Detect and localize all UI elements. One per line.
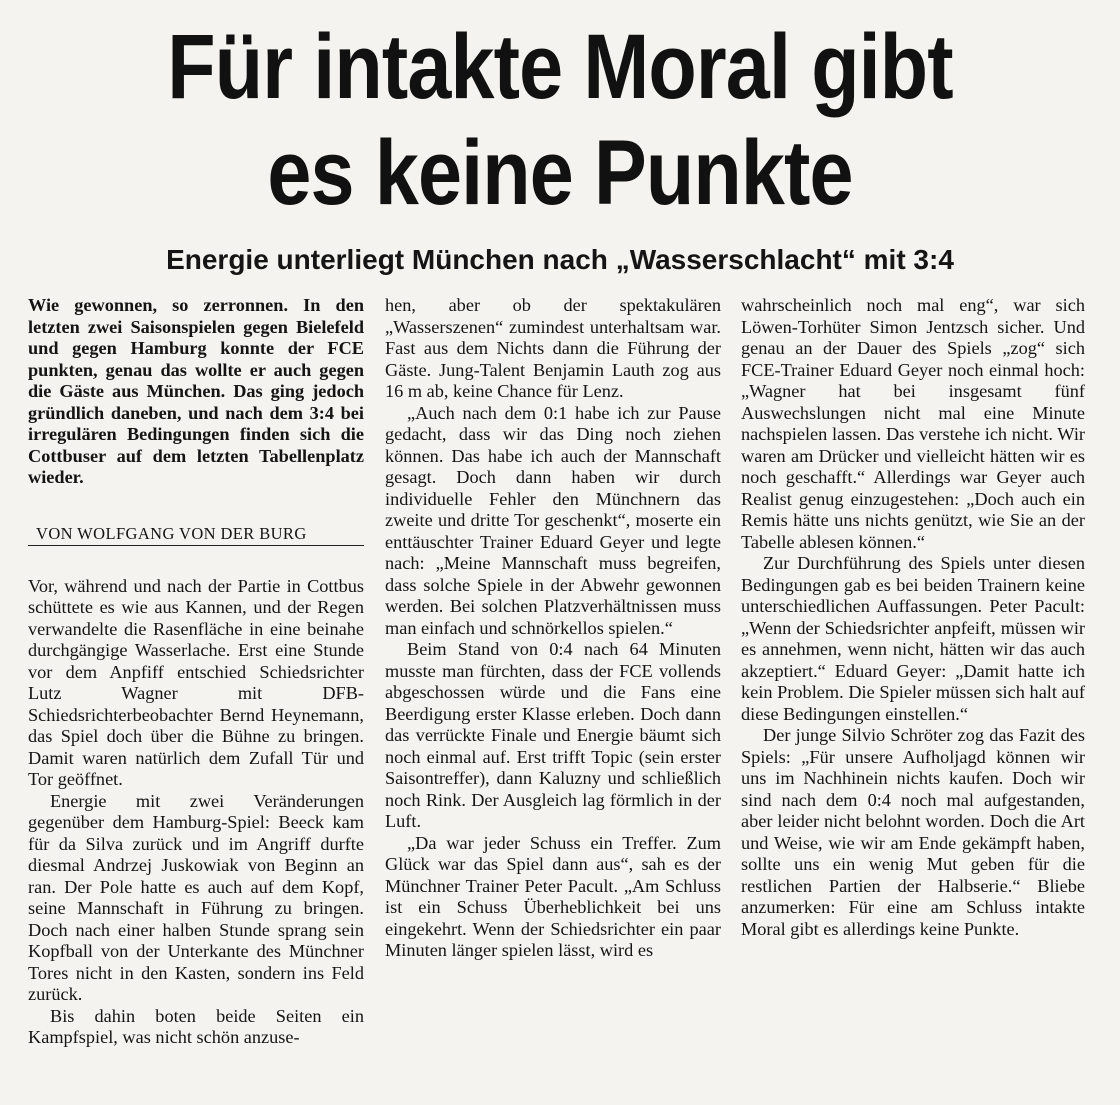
article-column-3: [741, 295, 1085, 940]
article-lead: Wie gewonnen, so zerronnen. In den letzten zwei Saisonspielen gegen Bielefeld und gegen Hamburg konnte der FCE punkten, genau das wollte er auch gegen die Gäste aus München. Das ging jedoch gründlich daneben, und nach dem 3:4 bei irregulären Bedingungen finden sich die Cottbuser auf dem letzten Tabellenplatz wieder.: [28, 295, 364, 487]
headline-line-2: es keine Punkte: [267, 122, 853, 224]
body-paragraph: „Da war jeder Schuss ein Treffer. Zum Glück war das Spiel dann aus“, sah es der Münchner Trainer Peter Pacult. „Am Schluss ist ein Schuss Überheblichkeit bei uns eingekehrt. Wenn der Schiedsrichter ein paar Minuten länger spielen lässt, wird es: [385, 832, 721, 960]
byline: VON WOLFGANG VON DER BURG: [28, 523, 364, 546]
body-paragraph: Der junge Silvio Schröter zog das Fazit des Spiels: „Für unsere Aufholjagd können wir uns im Nachhinein nichts kaufen. Doch wir sind nach dem 0:4 noch mal aufgestanden, aber leider nicht belohnt worden. Doch die Art und Weise, wie wir am Ende gekämpft haben, sollte uns ein wenig Mut geben für die restlichen Partien der Halbserie.“ Bliebe anzumerken: Für eine am Schluss intakte Moral gibt es allerdings keine Punkte.: [741, 725, 1085, 939]
body-paragraph: Zur Durchführung des Spiels unter diesen Bedingungen gab es bei beiden Trainern keine unterschiedlichen Auffassungen. Peter Pacult: „Wenn der Schiedsrichter anpfeift, müssen wir es annehmen, wenn nicht, hätten wir das auch akzeptiert.“ Eduard Geyer: „Damit hatte ich kein Problem. Die Spieler müssen sich halt auf diese Bedingungen einstellen.“: [741, 553, 1085, 724]
body-paragraph: Beim Stand von 0:4 nach 64 Minuten musste man fürchten, dass der FCE vollends abgeschossen würde und die Fans eine Beerdigung erster Klasse erleben. Doch dann das verrückte Finale und Energie bäumt sich noch einmal auf. Erst trifft Topic (sein erster Saisontreffer), dann Kaluzny und schließlich noch Rink. Der Ausgleich lag förmlich in der Luft.: [385, 639, 721, 831]
article-column-1: [28, 295, 364, 1049]
body-paragraph: Bis dahin boten beide Seiten ein Kampfspiel, was nicht schön anzuse-: [28, 1005, 364, 1047]
body-paragraph: hen, aber ob der spektakulären „Wasserszenen“ zumindest unterhaltsam war. Fast aus dem Nichts dann die Führung der Gäste. Jung-Talent Benjamin Lauth zog aus 16 m ab, keine Chance für Lenz.: [385, 295, 721, 401]
headline-line-1: Für intakte Moral gibt: [167, 16, 953, 118]
body-paragraph: „Auch nach dem 0:1 habe ich zur Pause gedacht, dass wir das Ding noch ziehen können. Das habe ich auch der Mannschaft gesagt. Doch dann haben wir durch individuelle Fehler den Münchnern das zweite und dritte Tor geschenkt“, moserte ein enttäuschter Trainer Eduard Geyer und legte nach: „Meine Mannschaft muss begreifen, dass solche Spiele in der Abwehr gewonnen werden. Bei solchen Platzverhältnissen muss man einfach und schnörkellos spielen.“: [385, 402, 721, 638]
headline: [78, 14, 1041, 226]
body-paragraph: Vor, während und nach der Partie in Cottbus schüttete es wie aus Kannen, und der Regen verwandelte die Rasenfläche in eine beinahe durchgängige Wasserlache. Erst eine Stunde vor dem Anpfiff entschied Schiedsrichter Lutz Wagner mit DFB-Schiedsrichterbeobachter Bernd Heynemann, das Spiel doch über die Bühne zu bringen. Damit waren natürlich dem Zufall Tür und Tor geöffnet.: [28, 575, 364, 789]
body-paragraph: Energie mit zwei Veränderungen gegenüber dem Hamburg-Spiel: Beeck kam für da Silva zurück und im Angriff durfte diesmal Andrzej Juskowiak von Beginn an ran. Der Pole hatte es auch auf dem Kopf, seine Mannschaft in Führung zu bringen. Doch nach einer halben Stunde sprang sein Kopfball von der Unterkante des Münchner Tores nicht in den Kasten, sondern ins Feld zurück.: [28, 790, 364, 1004]
body-paragraph: wahrscheinlich noch mal eng“, war sich Löwen-Torhüter Simon Jentzsch sicher. Und genau an der Dauer des Spiels „zog“ sich FCE-Trainer Eduard Geyer noch einmal hoch: „Wagner hat bei insgesamt fünf Auswechslungen nicht mal eine Minute nachspielen lassen. Das verstehe ich nicht. Wir waren am Drücker und vielleicht hätten wir es noch geschafft.“ Allerdings war Geyer auch Realist genug einzugestehen: „Doch auch ein Remis hätte uns nichts genützt, wie Sie an der Tabelle ablesen können.“: [741, 295, 1085, 552]
subheadline: Energie unterliegt München nach „Wasserschlacht“ mit 3:4: [166, 244, 954, 275]
article-column-2: [385, 295, 721, 962]
